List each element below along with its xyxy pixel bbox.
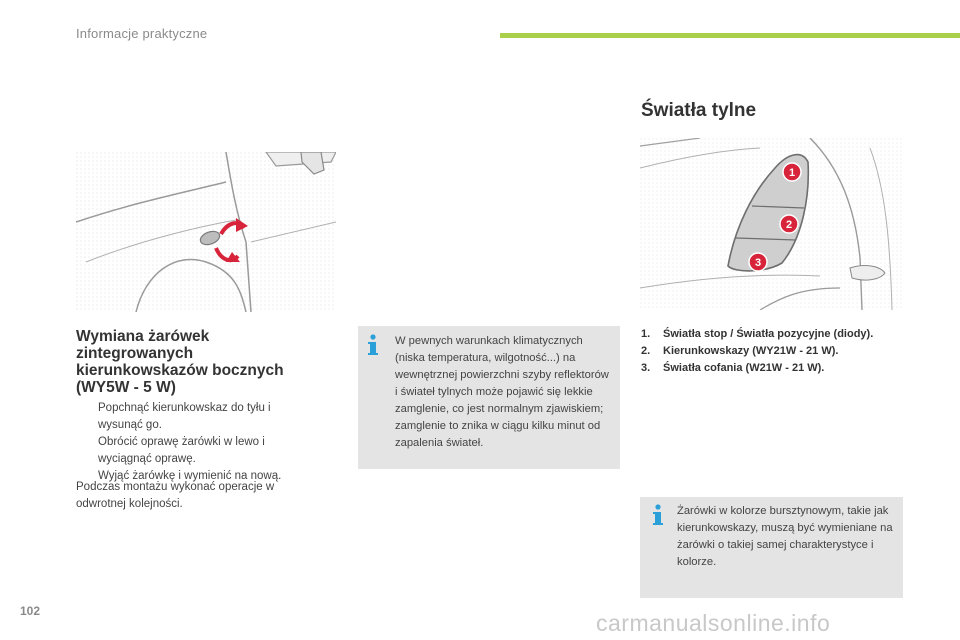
rear-lights-heading: Światła tylne bbox=[641, 100, 757, 121]
marker-1-label: 1 bbox=[788, 167, 796, 179]
condensation-info-text: W pewnych warunkach klimatycznych (niska temperatura, wilgotność...) na wewnętrznej powierzchni szyby reflektorów i świateł tylnych może pojawić się lekkie zamglenie, co jest normalnym zjawiskiem; zamglenie to znika w ciągu kilku minut od zapalenia świateł. bbox=[395, 335, 609, 449]
amber-bulb-info-text: Żarówki w kolorze bursztynowym, takie jak kierunkowskazy, muszą być wymieniane na żarówki o takiej samej charakterystyce i kolorze. bbox=[677, 505, 893, 568]
marker-3-label: 3 bbox=[754, 257, 762, 269]
rear-lights-legend bbox=[641, 326, 901, 377]
list-item: 1. Światła stop / Światła pozycyjne (diody). bbox=[641, 328, 874, 340]
list-item: 3. Światła cofania (W21W - 21 W). bbox=[641, 362, 825, 374]
section-title: Informacje praktyczne bbox=[76, 26, 208, 41]
list-item: Obrócić oprawę żarówki w lewo i wyciągnąć oprawę. bbox=[98, 436, 265, 465]
side-indicator-illustration bbox=[76, 152, 336, 312]
info-icon bbox=[651, 504, 665, 526]
list-item: Popchnąć kierunkowskaz do tyłu i wysunąć go. bbox=[98, 402, 271, 431]
rear-lights-illustration bbox=[640, 138, 902, 310]
reassembly-note: Podczas montażu wykonać operacje w odwrotnej kolejności. bbox=[76, 481, 275, 510]
list-item: Wyjąć żarówkę i wymienić na nową. bbox=[98, 470, 282, 482]
bulb-replacement-heading: Wymiana żarówek zintegrowanych kierunkowskazów bocznych (WY5W - 5 W) bbox=[76, 328, 284, 396]
replacement-steps bbox=[76, 400, 316, 485]
info-icon bbox=[366, 334, 380, 356]
page-number: 102 bbox=[20, 604, 41, 618]
marker-2-label: 2 bbox=[785, 219, 793, 231]
header-accent-bar bbox=[500, 33, 960, 38]
list-item: 2. Kierunkowskazy (WY21W - 21 W). bbox=[641, 345, 839, 357]
watermark: carmanualsonline.info bbox=[596, 610, 831, 636]
